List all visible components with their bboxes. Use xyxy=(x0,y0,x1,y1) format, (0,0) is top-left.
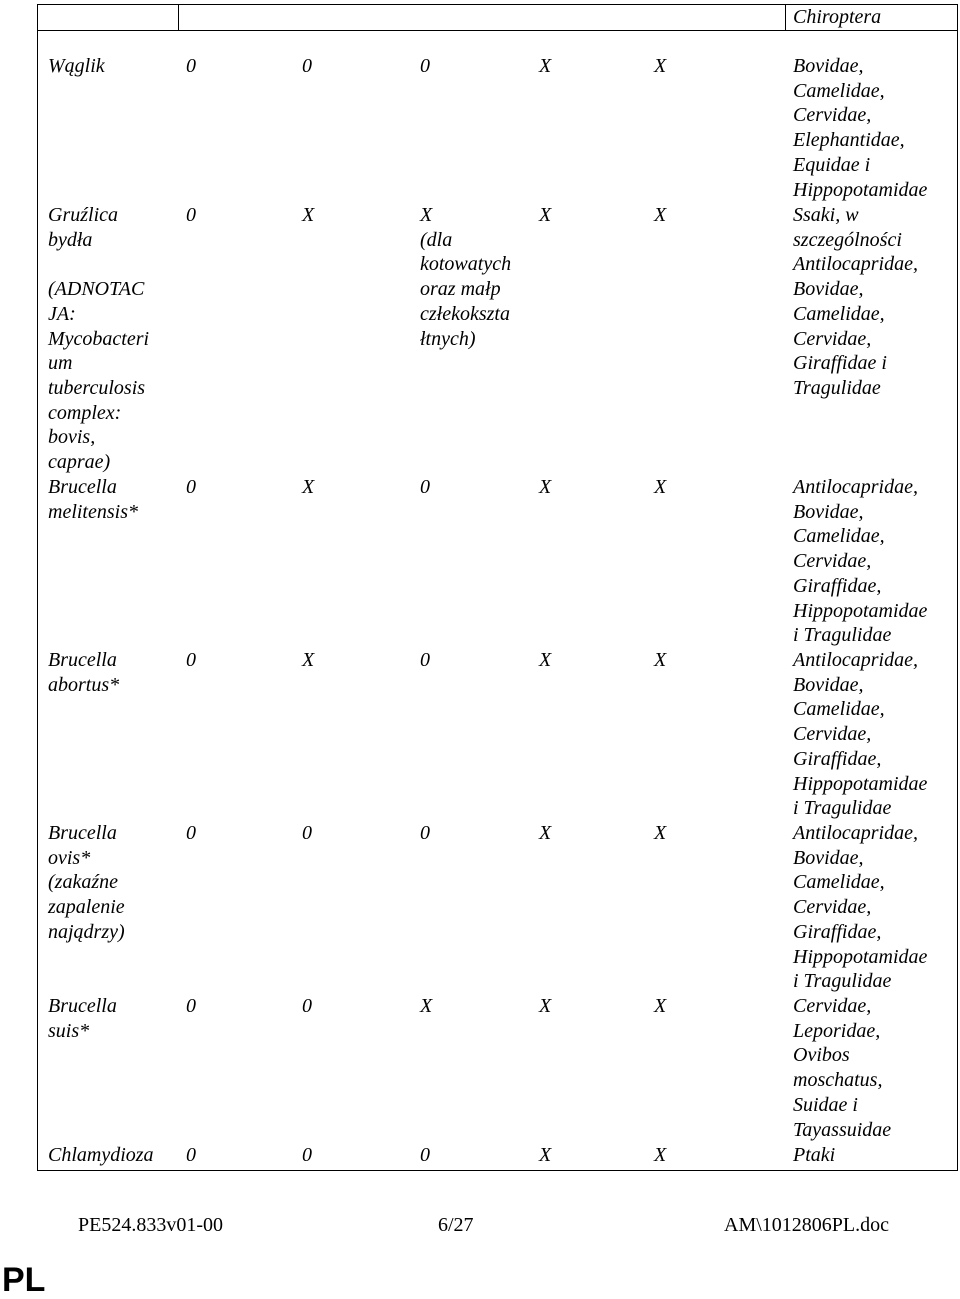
header-divider-left xyxy=(178,4,179,31)
cell-col2: X xyxy=(302,476,315,498)
cell-col4: X xyxy=(539,822,552,844)
cell-col2: 0 xyxy=(302,995,312,1017)
cell-col4: X xyxy=(539,649,552,671)
cell-col2: 0 xyxy=(302,1144,312,1166)
cell-col2: 0 xyxy=(302,822,312,844)
cell-col2: 0 xyxy=(302,55,312,77)
cell-col5: X xyxy=(654,1144,667,1166)
species-list: Antilocapridae, Bovidae, Camelidae, Cervidae, Giraffidae, Hippopotamidae i Tragulidae xyxy=(793,649,928,820)
disease-name: Gruźlica bydła (ADNOTAC JA: Mycobacteri um tuberculosis complex: bovis, caprae) xyxy=(48,204,150,474)
cell-col1: 0 xyxy=(186,649,196,671)
cell-col3: 0 xyxy=(420,55,430,77)
cell-col5: X xyxy=(654,55,667,77)
cell-col3: 0 xyxy=(420,476,430,498)
cell-col3: 0 xyxy=(420,822,430,844)
cell-col1: 0 xyxy=(186,822,196,844)
cell-col4: X xyxy=(539,476,552,498)
header-note: Chiroptera xyxy=(793,6,882,28)
cell-col5: X xyxy=(654,995,667,1017)
cell-col3: X (dla kotowatych oraz małp człekokszta łtnych) xyxy=(420,204,512,350)
cell-col1: 0 xyxy=(186,995,196,1017)
footer-file-name: AM\1012806PL.doc xyxy=(724,1214,889,1236)
species-list: Cervidae, Leporidae, Ovibos moschatus, Suidae i Tayassuidae xyxy=(793,995,892,1141)
species-list: Ssaki, w szczególności Antilocapridae, Bovidae, Camelidae, Cervidae, Giraffidae i Tragulidae xyxy=(793,204,918,399)
cell-col1: 0 xyxy=(186,1144,196,1166)
language-code: PL xyxy=(2,1261,46,1299)
header-divider-right xyxy=(785,4,786,31)
cell-col3: 0 xyxy=(420,1144,430,1166)
cell-col5: X xyxy=(654,649,667,671)
cell-col4: X xyxy=(539,204,552,226)
cell-col5: X xyxy=(654,476,667,498)
disease-name: Chlamydioza xyxy=(48,1144,154,1166)
disease-name: Wąglik xyxy=(48,55,105,77)
disease-name: Brucella abortus* xyxy=(48,649,120,696)
cell-col1: 0 xyxy=(186,476,196,498)
footer-doc-ref: PE524.833v01-00 xyxy=(78,1214,223,1236)
cell-col4: X xyxy=(539,995,552,1017)
footer-page-number: 6/27 xyxy=(438,1214,474,1236)
disease-name: Brucella ovis* (zakaźne zapalenie najądrzy) xyxy=(48,822,125,943)
cell-col3: 0 xyxy=(420,649,430,671)
cell-col5: X xyxy=(654,204,667,226)
cell-col2: X xyxy=(302,649,315,671)
cell-col4: X xyxy=(539,1144,552,1166)
cell-col1: 0 xyxy=(186,204,196,226)
species-list: Antilocapridae, Bovidae, Camelidae, Cervidae, Giraffidae, Hippopotamidae i Tragulidae xyxy=(793,822,928,993)
cell-col5: X xyxy=(654,822,667,844)
species-list: Bovidae, Camelidae, Cervidae, Elephantidae, Equidae i Hippopotamidae xyxy=(793,55,928,201)
disease-name: Brucella melitensis* xyxy=(48,476,138,523)
cell-col1: 0 xyxy=(186,55,196,77)
header-row-border xyxy=(37,30,958,31)
species-list: Ptaki xyxy=(793,1144,836,1166)
cell-col2: X xyxy=(302,204,315,226)
cell-col3: X xyxy=(420,995,433,1017)
cell-col4: X xyxy=(539,55,552,77)
disease-name: Brucella suis* xyxy=(48,995,117,1042)
species-list: Antilocapridae, Bovidae, Camelidae, Cervidae, Giraffidae, Hippopotamidae i Tragulidae xyxy=(793,476,928,647)
